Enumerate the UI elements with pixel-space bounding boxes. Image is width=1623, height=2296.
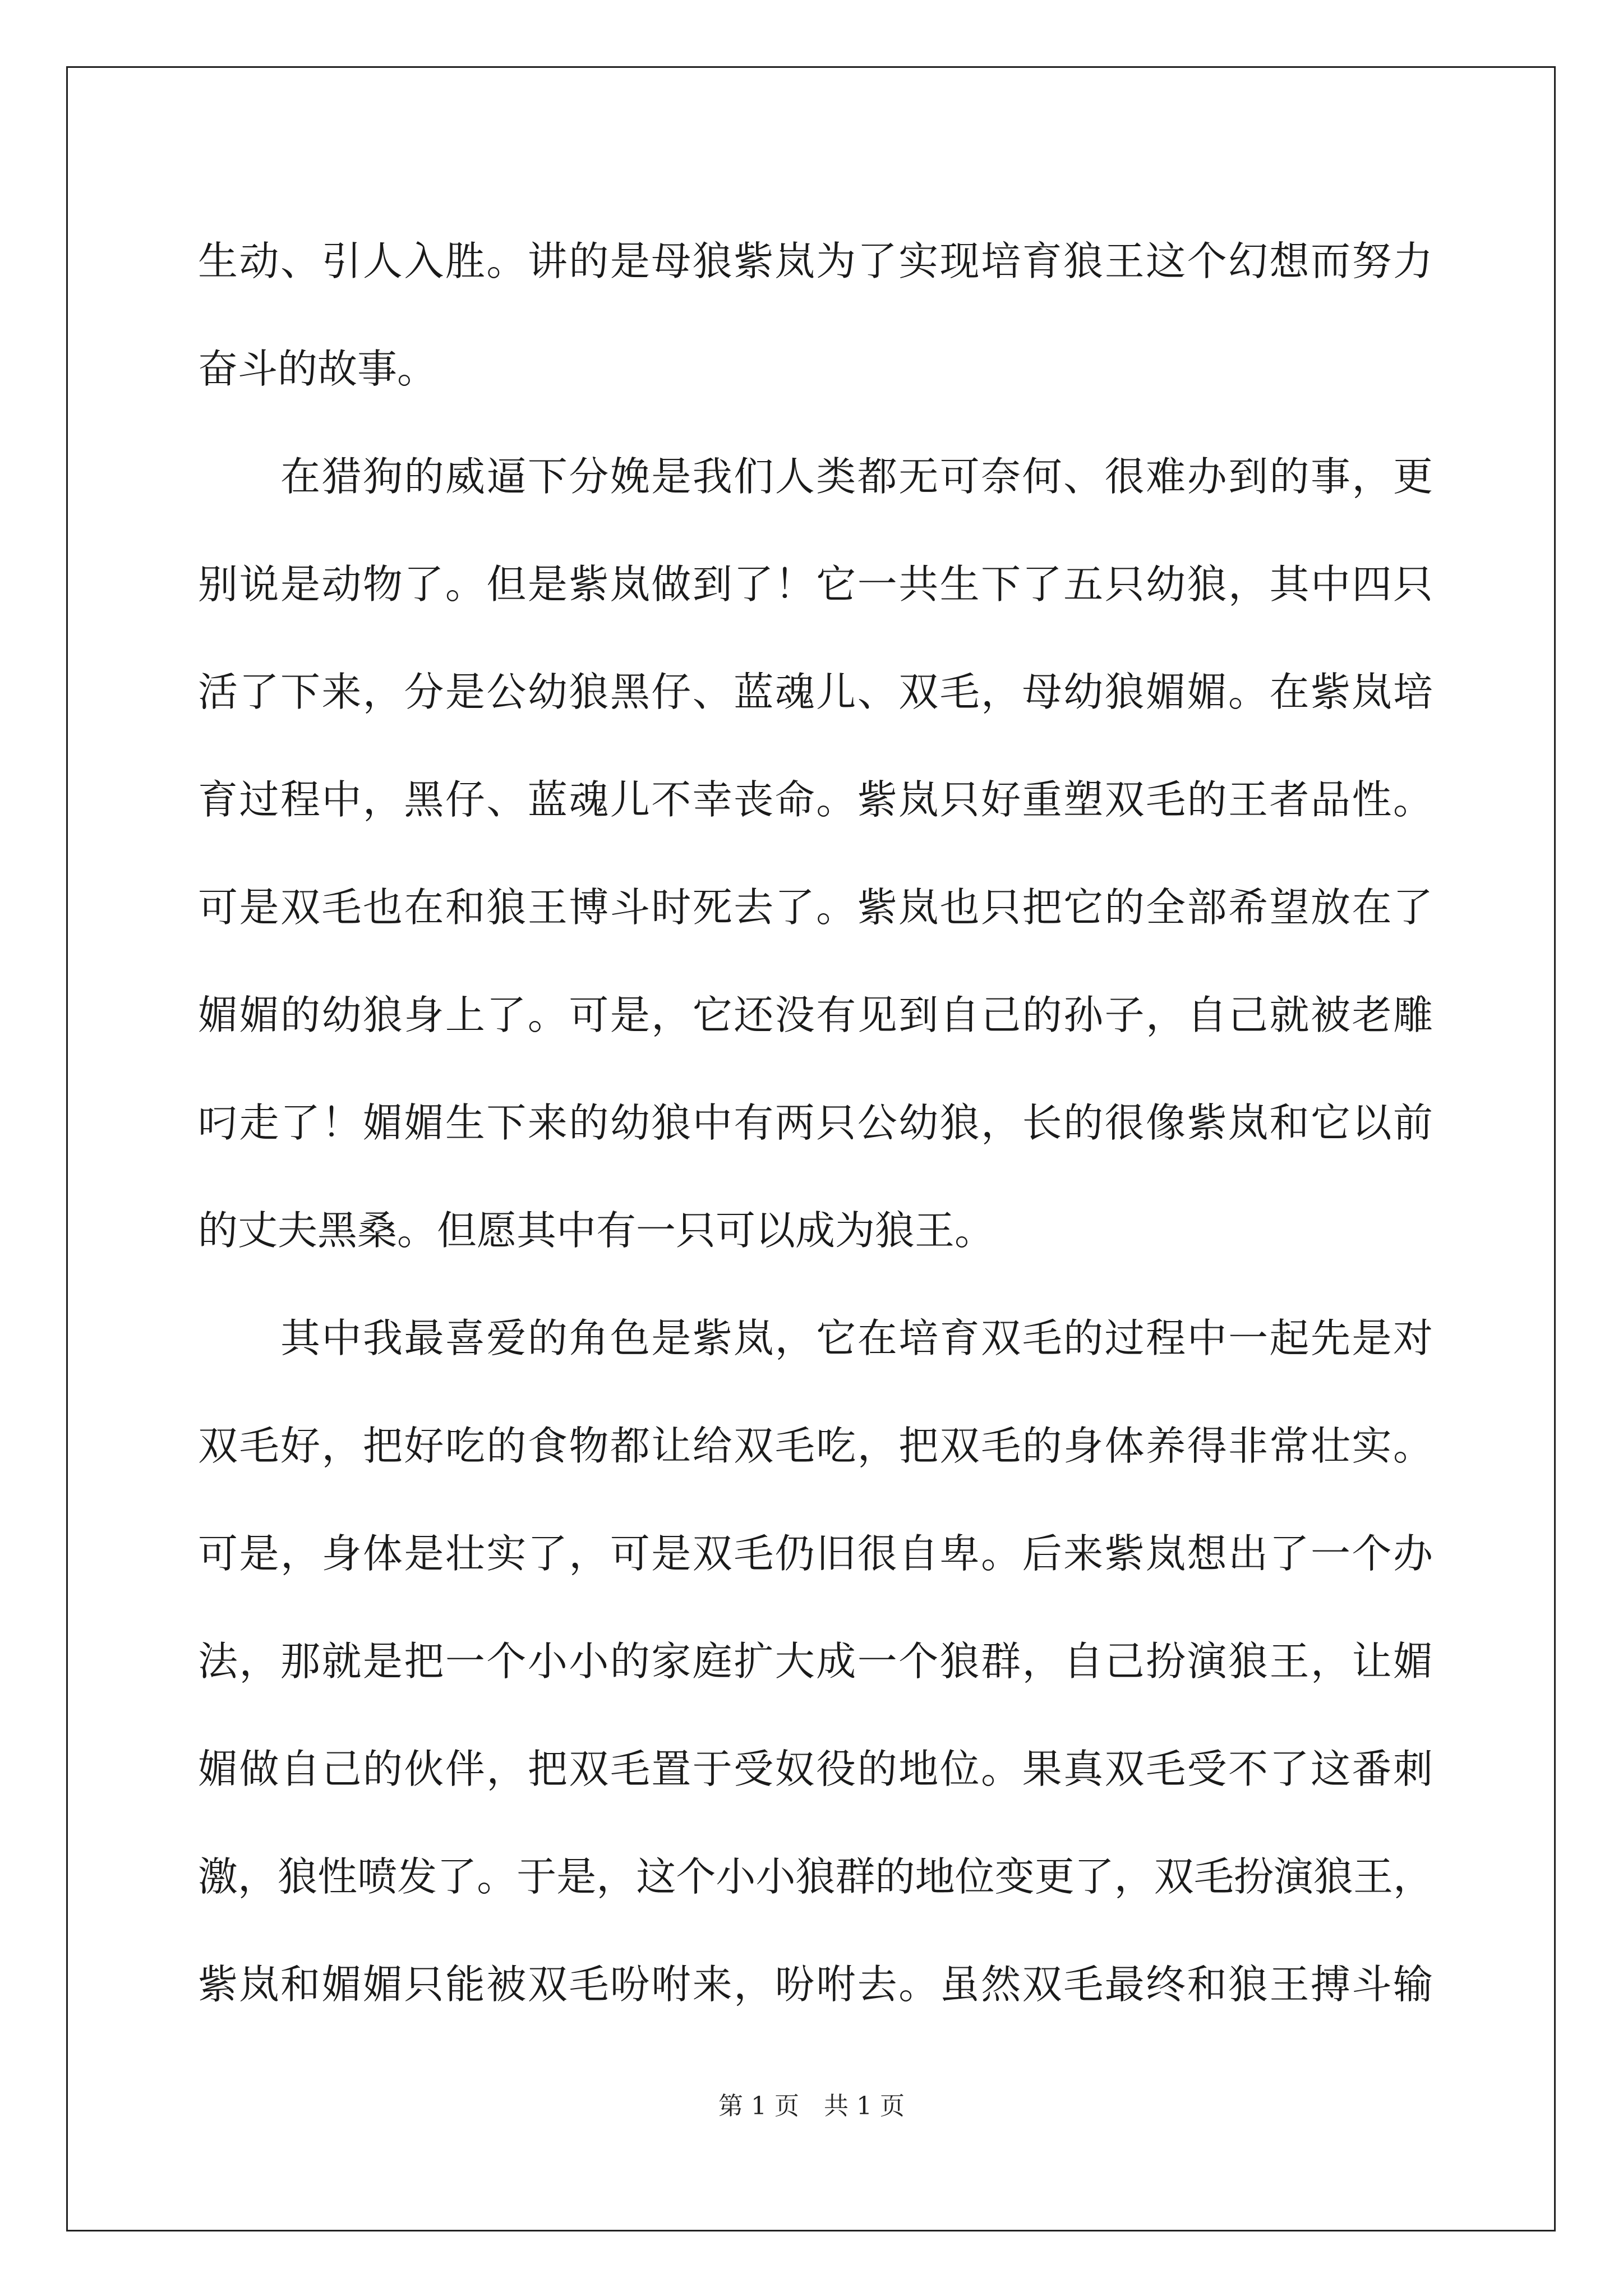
text-line: 活了下来，分是公幼狼黑仔、蓝魂儿、双毛，母幼狼媚媚。在紫岚培 bbox=[198, 669, 1433, 715]
text-line: 其中我最喜爱的角色是紫岚，它在培育双毛的过程中一起先是对 bbox=[280, 1315, 1433, 1361]
text-line: 别说是动物了。但是紫岚做到了！它一共生下了五只幼狼，其中四只 bbox=[198, 561, 1433, 608]
text-line: 媚媚的幼狼身上了。可是，它还没有见到自己的孙子，自己就被老雕 bbox=[198, 992, 1433, 1038]
text-line: 紫岚和媚媚只能被双毛吩咐来，吩咐去。虽然双毛最终和狼王搏斗输 bbox=[198, 1961, 1433, 2008]
text-line: 媚做自己的伙伴，把双毛置于受奴役的地位。果真双毛受不了这番刺 bbox=[198, 1746, 1433, 1792]
page-number-footer: 第 1 页 共 1 页 bbox=[718, 2092, 905, 2120]
text-line: 法，那就是把一个小小的家庭扩大成一个狼群，自己扮演狼王，让媚 bbox=[198, 1638, 1433, 1685]
text-line: 生动、引人入胜。讲的是母狼紫岚为了实现培育狼王这个幻想而努力 bbox=[198, 238, 1433, 284]
text-line: 激，狼性喷发了。于是，这个小小狼群的地位变更了，双毛扮演狼王， bbox=[198, 1853, 1433, 1900]
text-line: 双毛好，把好吃的食物都让给双毛吃，把双毛的身体养得非常壮实。 bbox=[198, 1423, 1433, 1469]
text-line: 在猎狗的威逼下分娩是我们人类都无可奈何、很难办到的事，更 bbox=[280, 453, 1433, 500]
text-line: 叼走了！媚媚生下来的幼狼中有两只公幼狼，长的很像紫岚和它以前 bbox=[198, 1099, 1433, 1146]
text-line: 可是，身体是壮实了，可是双毛仍旧很自卑。后来紫岚想出了一个办 bbox=[198, 1530, 1433, 1577]
text-line: 的丈夫黑桑。但愿其中有一只可以成为狼王。 bbox=[198, 1207, 995, 1254]
text-line: 可是双毛也在和狼王博斗时死去了。紫岚也只把它的全部希望放在了 bbox=[198, 884, 1433, 931]
document-body bbox=[198, 208, 1433, 2039]
text-line: 奋斗的故事。 bbox=[198, 346, 437, 392]
text-line: 育过程中，黑仔、蓝魂儿不幸丧命。紫岚只好重塑双毛的王者品性。 bbox=[198, 776, 1433, 823]
